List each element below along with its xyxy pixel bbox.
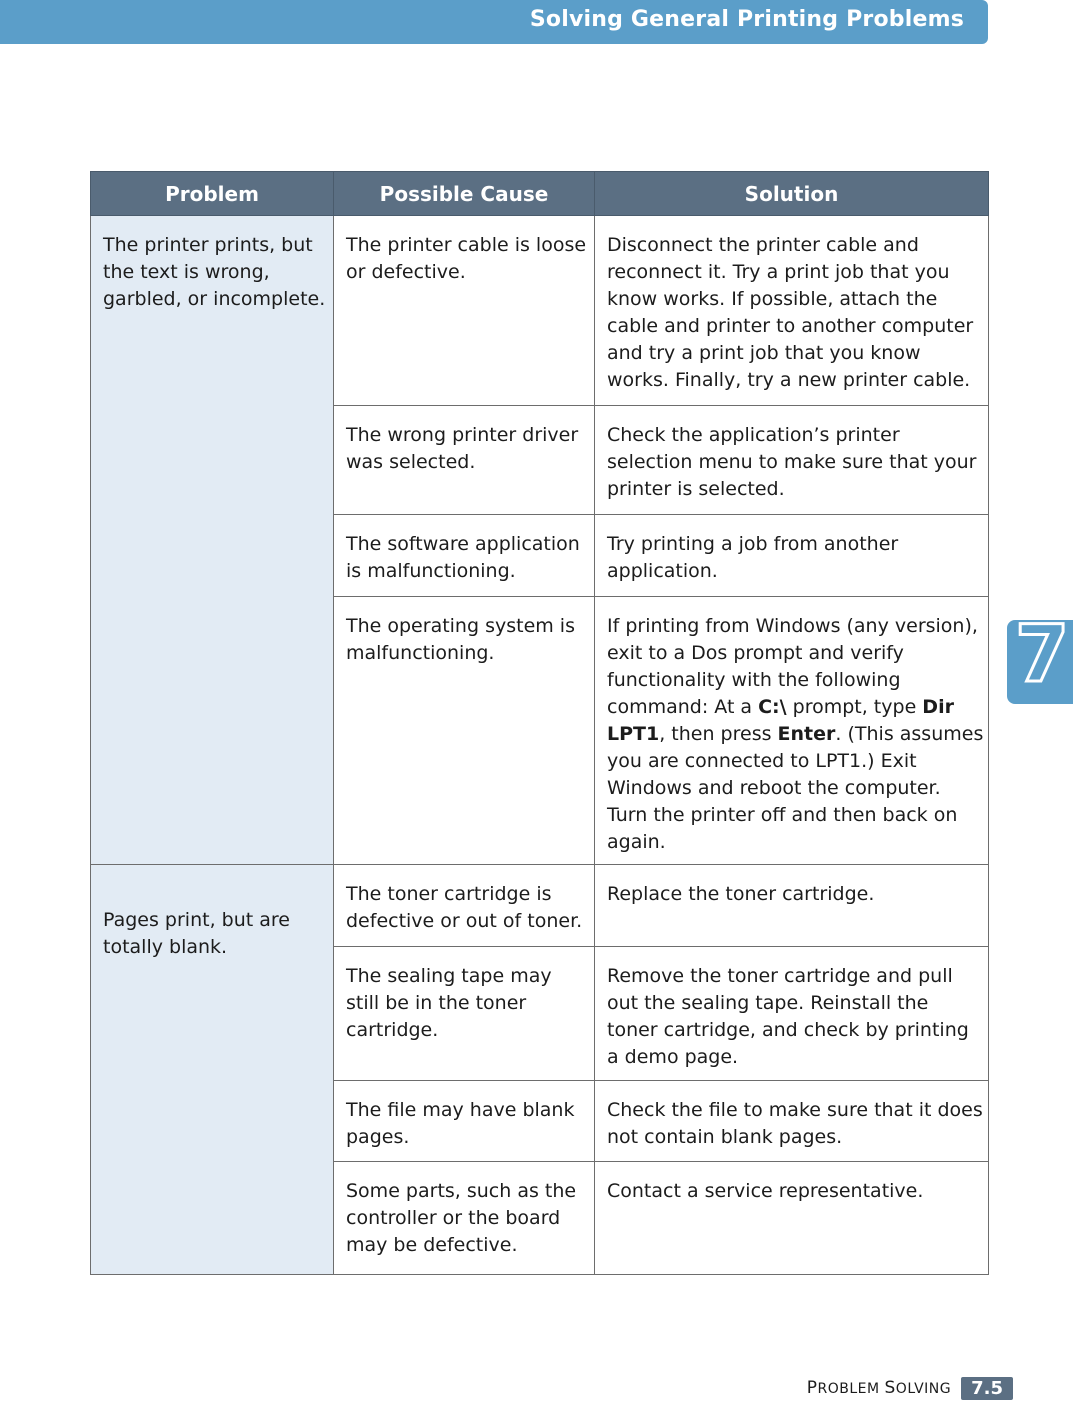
- cause-cell: The wrong printer driver was selected.: [334, 406, 595, 515]
- header-solution: Solution: [595, 172, 989, 216]
- page-title: Solving General Printing Problems: [529, 7, 964, 32]
- solution-text: If printing from Windows (any version), exit to a Dos prompt and verify functionality with the following command: At a: [607, 615, 978, 718]
- command-text: Dir LPT1: [607, 696, 954, 745]
- chapter-number: 7: [1015, 610, 1070, 700]
- solution-cell: Remove the toner cartridge and pull out the sealing tape. Reinstall the toner cartridge, and check by printing a demo page.: [595, 947, 989, 1081]
- troubleshooting-table: [90, 171, 989, 1275]
- solution-cell: [595, 597, 989, 865]
- cause-cell: The toner cartridge is defective or out of toner.: [334, 865, 595, 947]
- problem-cell: The printer prints, but the text is wrong, garbled, or incomplete.: [91, 216, 334, 865]
- section-label: PROBLEM SOLVING: [806, 1378, 952, 1398]
- solution-cell: Contact a service representative.: [595, 1162, 989, 1275]
- solution-cell: Replace the toner cartridge.: [595, 865, 989, 947]
- header-bar: [0, 0, 988, 44]
- solution-cell: Try printing a job from another application.: [595, 515, 989, 597]
- solution-cell: Check the application’s printer selection menu to make sure that your printer is selected.: [595, 406, 989, 515]
- solution-text: , then press: [659, 723, 778, 745]
- solution-text: prompt, type: [786, 696, 923, 718]
- cause-cell: The operating system is malfunctioning.: [334, 597, 595, 865]
- solution-cell: Check the file to make sure that it does not contain blank pages.: [595, 1081, 989, 1162]
- page-number: 7.5: [961, 1377, 1013, 1400]
- header-problem: Problem: [91, 172, 334, 216]
- table-row: [91, 216, 989, 406]
- command-prompt-text: C:\: [758, 696, 787, 718]
- page-footer: [807, 1376, 1013, 1400]
- key-name-text: Enter: [777, 723, 836, 745]
- cause-cell: The printer cable is loose or defective.: [334, 216, 595, 406]
- table-header-row: [91, 172, 989, 216]
- solution-cell: Disconnect the printer cable and reconnect it. Try a print job that you know works. If possible, attach the cable and printer to another computer and try a print job that you know works. Finally, try a new printer cable.: [595, 216, 989, 406]
- problem-cell: Pages print, but are totally blank.: [91, 865, 334, 1275]
- cause-cell: The software application is malfunctioning.: [334, 515, 595, 597]
- cause-cell: The file may have blank pages.: [334, 1081, 595, 1162]
- table-row: [91, 865, 989, 947]
- header-possible-cause: Possible Cause: [334, 172, 595, 216]
- cause-cell: The sealing tape may still be in the toner cartridge.: [334, 947, 595, 1081]
- solution-text: . (This assumes you are connected to LPT1.) Exit Windows and reboot the computer. Turn the printer off and then back on again.: [607, 723, 984, 853]
- cause-cell: Some parts, such as the controller or the board may be defective.: [334, 1162, 595, 1275]
